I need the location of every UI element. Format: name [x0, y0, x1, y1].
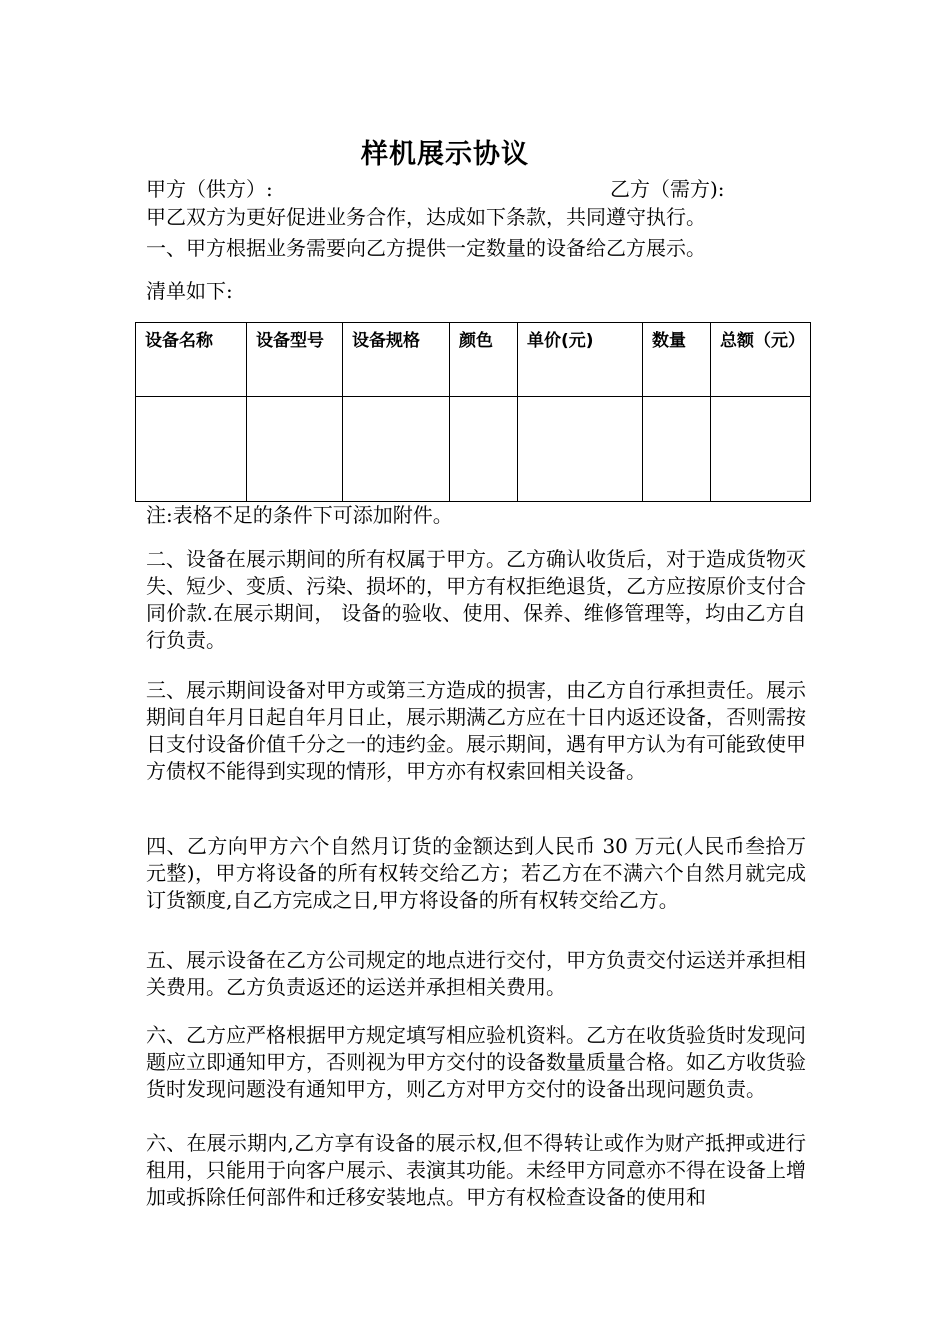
- table-header-cell: 设备型号: [247, 323, 343, 397]
- intro-text: 甲乙双方为更好促进业务合作，达成如下条款，共同遵守执行。: [146, 205, 706, 229]
- clause-5: 五、展示设备在乙方公司规定的地点进行交付，甲方负责交付运送并承担相关费用。乙方负责返还的运送并承担相关费用。: [146, 948, 806, 999]
- table-note: 注:表格不足的条件下可添加附件。: [146, 503, 453, 527]
- clause-2: 二、设备在展示期间的所有权属于甲方。乙方确认收货后，对于造成货物灭失、短少、变质、污染、损坏的，甲方有权拒绝退货，乙方应按原价支付合同价款.在展示期间， 设备的验收、使用、保养、维修管理等，均由乙方自行负责。: [146, 547, 806, 652]
- table-header-cell: 单价(元): [518, 323, 643, 397]
- clause-6a: 六、乙方应严格根据甲方规定填写相应验机资料。乙方在收货验货时发现问题应立即通知甲方，否则视为甲方交付的设备数量质量合格。如乙方收货验货时发现问题没有通知甲方，则乙方对甲方交付的设备出现问题负责。: [146, 1023, 806, 1101]
- table-header-cell: 设备规格: [343, 323, 450, 397]
- clause-1: 一、甲方根据业务需要向乙方提供一定数量的设备给乙方展示。: [146, 236, 706, 260]
- table-header-cell: 数量: [643, 323, 711, 397]
- table-cell: [136, 397, 247, 502]
- table-row: [136, 397, 811, 502]
- list-label: 清单如下:: [146, 279, 233, 303]
- table-cell: [450, 397, 518, 502]
- table-header-row: [136, 323, 811, 397]
- table-header-cell: 设备名称: [136, 323, 247, 397]
- table-cell: [518, 397, 643, 502]
- table-cell: [711, 397, 811, 502]
- table-cell: [247, 397, 343, 502]
- table-cell: [643, 397, 711, 502]
- equipment-table: [135, 322, 811, 502]
- table-cell: [343, 397, 450, 502]
- table-header-cell: 颜色: [450, 323, 518, 397]
- party-b-label: 乙方（需方):: [610, 177, 725, 201]
- table-header-cell: 总额（元）: [711, 323, 811, 397]
- clause-4: 四、乙方向甲方六个自然月订货的金额达到人民币 30 万元(人民币叁拾万元整)，甲方将设备的所有权转交给乙方；若乙方在不满六个自然月就完成订货额度,自乙方完成之日,甲方将设备的所有权转交给乙方。: [146, 834, 806, 912]
- party-a-label: 甲方（供方）:: [146, 177, 273, 201]
- clause-3: 三、展示期间设备对甲方或第三方造成的损害，由乙方自行承担责任。展示期间自年月日起自年月日止，展示期满乙方应在十日内返还设备，否则需按日支付设备价值千分之一的违约金。展示期间，遇有甲方认为有可能致使甲方债权不能得到实现的情形，甲方亦有权索回相关设备。: [146, 678, 806, 783]
- document-title: 样机展示协议: [361, 139, 529, 170]
- clause-6b: 六、在展示期内,乙方享有设备的展示权,但不得转让或作为财产抵押或进行租用，只能用于向客户展示、表演其功能。未经甲方同意亦不得在设备上增加或拆除任何部件和迁移安装地点。甲方有权检查设备的使用和: [146, 1131, 806, 1209]
